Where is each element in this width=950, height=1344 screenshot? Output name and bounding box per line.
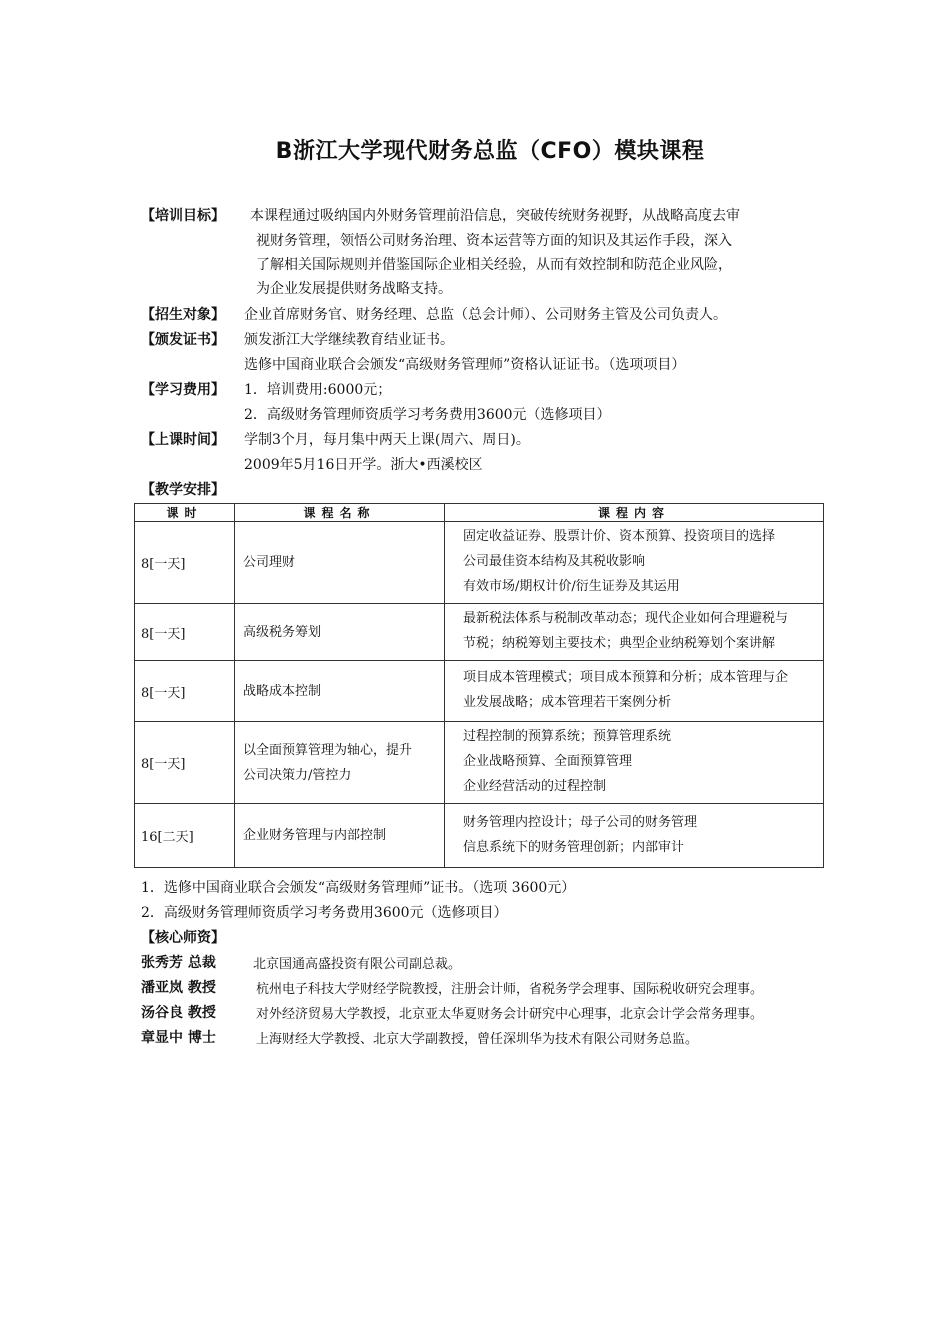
cell-hours: 8[一天]	[135, 722, 235, 804]
table-row	[135, 722, 824, 804]
table-row	[135, 604, 824, 661]
cell-name	[235, 604, 445, 661]
goal-line: 视财务管理，领悟公司财务治理、资本运营等方面的知识及其运作手段，深入	[256, 233, 732, 249]
note-line: 2．高级财务管理师资质学习考务费用3600元（选修项目）	[141, 905, 508, 921]
table-row	[135, 522, 824, 604]
cell-hours: 8[一天]	[135, 522, 235, 604]
content-line: 财务管理内控设计；母子公司的财务管理	[463, 814, 698, 830]
section-label-time: 【上课时间】	[141, 432, 225, 448]
cell-content	[445, 522, 824, 604]
page-title: B浙江大学现代财务总监（CFO）模块课程	[275, 139, 705, 164]
name-line: 战略成本控制	[243, 683, 322, 699]
section-label-certificate: 【颁发证书】	[141, 332, 225, 348]
content-line: 节税；纳税筹划主要技术；典型企业纳税筹划个案讲解	[463, 636, 776, 651]
faculty-name: 章显中 博士	[141, 1030, 216, 1046]
content-line: 过程控制的预算系统；预算管理系统	[463, 729, 672, 744]
cell-content	[445, 604, 824, 661]
content-line: 项目成本管理模式；项目成本预算和分析；成本管理与企	[463, 670, 789, 685]
cell-hours: 8[一天]	[135, 604, 235, 661]
section-label-goal: 【培训目标】	[141, 208, 225, 224]
schedule-table	[134, 503, 824, 868]
content-line: 公司最佳资本结构及其税收影响	[463, 554, 646, 569]
cell-name	[235, 722, 445, 804]
time-line: 学制3个月，每月集中两天上课(周六、周日)。	[244, 432, 530, 448]
certificate-line: 选修中国商业联合会颁发“高级财务管理师”资格认证证书。（选项项目）	[244, 357, 686, 373]
name-line: 公司决策力/管控力	[243, 767, 352, 783]
cell-name	[235, 522, 445, 604]
faculty-desc: 上海财经大学教授、北京大学副教授，曾任深圳华为技术有限公司财务总监。	[256, 1032, 699, 1047]
cell-hours: 16[二天]	[135, 804, 235, 868]
cell-content	[445, 804, 824, 868]
name-line: 公司理财	[243, 555, 296, 570]
name-line: 以全面预算管理为轴心，提升	[243, 742, 413, 758]
faculty-desc: 北京国通高盛投资有限公司副总裁。	[253, 957, 462, 972]
content-line: 固定收益证券、股票计价、资本预算、投资项目的选择	[463, 529, 776, 544]
content-line: 业发展战略；成本管理若干案例分析	[463, 695, 672, 710]
goal-line: 为企业发展提供财务战略支持。	[256, 281, 452, 297]
table-row	[135, 661, 824, 722]
cell-name	[235, 661, 445, 722]
table-header-row	[135, 504, 824, 522]
name-line: 企业财务管理与内部控制	[243, 828, 387, 843]
cell-content	[445, 722, 824, 804]
content-line: 信息系统下的财务管理创新；内部审计	[463, 839, 685, 855]
content-line: 企业战略预算、全面预算管理	[463, 754, 633, 769]
cell-name	[235, 804, 445, 868]
goal-line: 了解相关国际规则并借鉴国际企业相关经验，从而有效控制和防范企业风险，	[256, 257, 732, 273]
note-line: 1．选修中国商业联合会颁发“高级财务管理师”证书。（选项 3600元）	[141, 880, 576, 896]
content-line: 企业经营活动的过程控制	[463, 779, 607, 794]
goal-line: 本课程通过吸纳国内外财务管理前沿信息，突破传统财务视野，从战略高度去审	[250, 208, 740, 224]
content-line: 最新税法体系与税制改革动态；现代企业如何合理避税与	[463, 611, 789, 626]
faculty-name: 张秀芳 总裁	[141, 955, 216, 971]
time-line: 2009年5月16日开学。浙大•西溪校区	[244, 457, 483, 473]
section-label-schedule: 【教学安排】	[141, 482, 225, 498]
column-header-content: 课程内容	[445, 504, 824, 522]
target-line: 企业首席财务官、财务经理、总监（总会计师）、公司财务主管及公司负责人。	[244, 307, 727, 323]
column-header-name: 课程名称	[235, 504, 445, 522]
table-row	[135, 804, 824, 868]
column-header-hours: 课时	[135, 504, 235, 522]
cell-hours: 8[一天]	[135, 661, 235, 722]
section-label-fee: 【学习费用】	[141, 382, 225, 398]
section-label-target: 【招生对象】	[141, 307, 225, 323]
fee-line: 1．培训费用:6000元；	[244, 382, 392, 398]
fee-line: 2．高级财务管理师资质学习考务费用3600元（选修项目）	[244, 407, 611, 423]
cell-content	[445, 661, 824, 722]
content-line: 有效市场/期权计价/衍生证券及其运用	[463, 579, 680, 594]
name-line: 高级税务筹划	[243, 624, 322, 640]
faculty-desc: 杭州电子科技大学财经学院教授，注册会计师，省税务学会理事、国际税收研究会理事。	[256, 982, 764, 997]
faculty-name: 汤谷良 教授	[141, 1005, 216, 1021]
section-label-faculty: 【核心师资】	[141, 930, 225, 946]
certificate-line: 颁发浙江大学继续教育结业证书。	[244, 332, 454, 348]
faculty-desc: 对外经济贸易大学教授，北京亚太华夏财务会计研究中心理事，北京会计学会常务理事。	[256, 1007, 764, 1022]
faculty-name: 潘亚岚 教授	[141, 980, 216, 996]
